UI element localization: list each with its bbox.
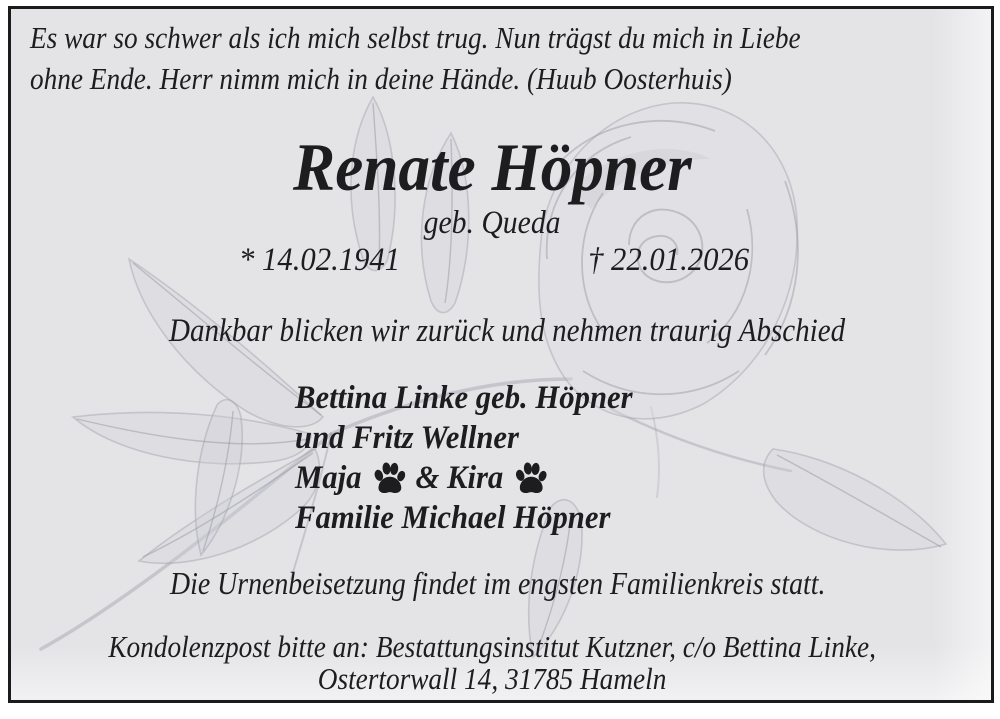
farewell-line-row (169, 313, 937, 350)
condolence-address-line-2: Ostertorwall 14, 31785 Hameln (317, 661, 667, 696)
condolence-address-row-2 (2, 661, 982, 697)
farewell-line: Dankbar blicken wir zurück und nehmen traurig Abschied (169, 313, 846, 349)
mourner-line-4: Familie Michael Höpner (295, 500, 611, 536)
mourner-line-1: Bettina Linke geb. Höpner (295, 380, 633, 416)
deceased-name-row (2, 129, 982, 205)
maiden-name-row (2, 205, 982, 242)
birth-date-row (239, 242, 412, 279)
birth-date: * 14.02.1941 (239, 242, 401, 278)
condolence-address-line-1: Kondolenzpost bitte an: Bestattungsinstitut Kutzner, c/o Bettina Linke, (108, 629, 876, 664)
obituary-notice-frame (8, 6, 994, 703)
mourner-line-pets (295, 458, 633, 498)
paw-print-icon (373, 461, 406, 494)
quote-line-2: ohne Ende. Herr nimm mich in deine Hände. (Huub Oosterhuis) (30, 61, 732, 96)
maiden-name: geb. Queda (423, 205, 561, 241)
pet-name-second: & Kira (415, 460, 504, 496)
mourners-list (295, 378, 633, 538)
death-date-row (588, 242, 761, 279)
pet-name-first: Maja (295, 460, 362, 496)
deceased-name: Renate Höpner (292, 129, 692, 205)
condolence-address-row-1 (2, 629, 982, 665)
opening-quote (30, 17, 906, 99)
death-date: † 22.01.2026 (588, 242, 750, 278)
funeral-info: Die Urnenbeisetzung findet im engsten Familienkreis statt. (170, 565, 826, 601)
paw-print-icon (514, 461, 547, 494)
mourner-line-2: und Fritz Wellner (295, 420, 520, 456)
funeral-info-row (170, 565, 923, 602)
quote-line-1: Es war so schwer als ich mich selbst trug. Nun trägst du mich in Liebe (30, 20, 801, 55)
